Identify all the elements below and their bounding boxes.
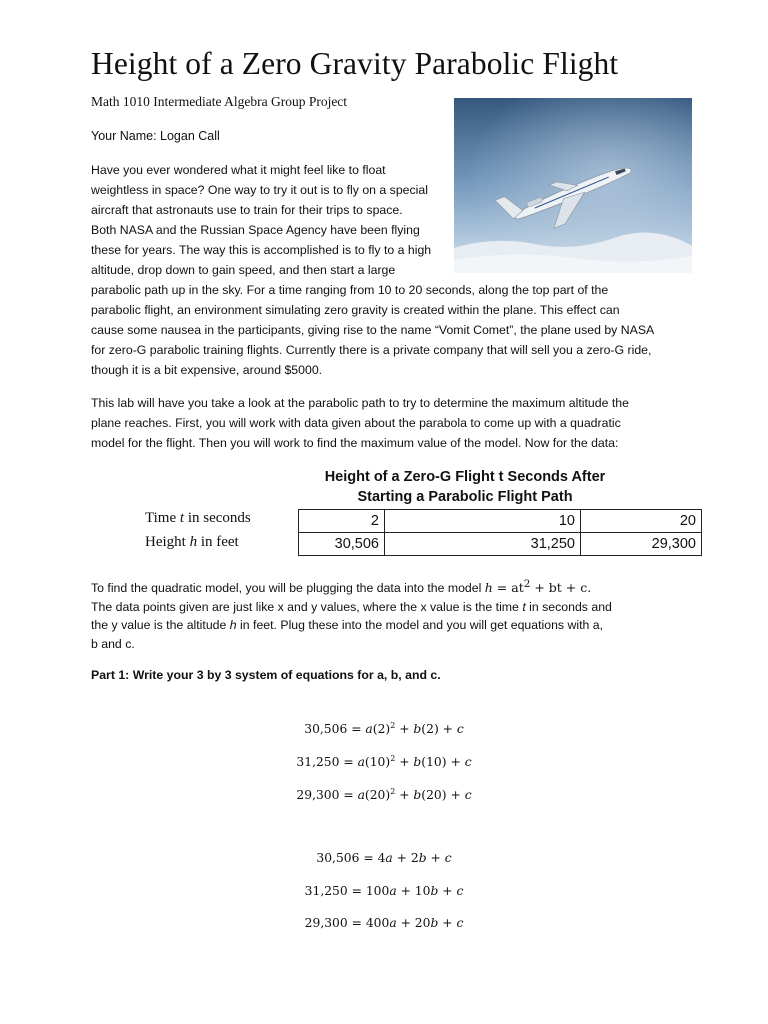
intro-line: though it is a bit expensive, around $5000. [91,363,323,377]
row-label-height [145,534,239,551]
intro-paragraph-continued [91,280,691,380]
student-name: Your Name: Logan Call [91,129,220,143]
model-line [91,575,701,598]
model-line [91,598,701,617]
intro-paragraph [91,160,451,280]
equation-line: 30,506 = 4a + 2b + c [316,851,452,865]
eq-lhs: 31,250 [296,755,340,770]
model-text: The data points given are just like x and y values, where the x value is the time [91,599,523,614]
model-text: the y value is the altitude [91,618,230,633]
row-label-var: t [179,510,185,526]
table-caption [300,467,630,507]
eq-x: 20 [426,788,442,803]
equation-line: $31,250 = a(10)^2 + b(10) + c$ [296,754,472,770]
table-cell: 2 [299,510,385,533]
intro-line: cause some nausea in the participants, giving rise to the name “Vomit Comet”, the plane used by NASA [91,323,655,337]
model-line [91,616,701,635]
table-cell: 31,250 [385,533,581,556]
eq-coef: 400 [365,916,390,930]
table-cell: 29,300 [581,533,702,556]
row-label-text: in feet [197,534,239,550]
formula-var: h [484,580,493,596]
data-table [298,509,702,556]
table-cell: 30,506 [299,533,385,556]
eq-lhs: 29,300 [296,788,340,803]
model-text: in feet. Plug these into the model and you will get equations with a, [236,618,604,633]
formula-exponent: 2 [523,578,531,590]
eq-coef: 4 [377,851,386,865]
intro-line: parabolic path up in the sky. For a time ranging from 10 to 20 seconds, along the top part of the [91,283,609,297]
table-cell: 10 [385,510,581,533]
intro-line: Have you ever wondered what it might feel like to float [91,163,386,177]
eq-lhs: 29,300 [304,916,348,930]
row-label-text: Time [145,510,180,526]
model-paragraph [91,575,701,653]
model-text: in seconds and [525,599,612,614]
table-caption-line: Height of a Zero-G Flight t Seconds After [324,469,606,485]
lab-line: model for the flight. Then you will work to find the maximum value of the model. Now for the data: [91,436,619,450]
intro-line: aircraft that astronauts use to train for their trips to space. [91,203,403,217]
formula-part: + bt + c. [530,580,592,596]
equation-line: $29,300 = a(20)^2 + b(20) + c$ [296,787,472,803]
model-var: t [522,599,526,614]
eq-lhs: 30,506 [316,851,360,865]
table-row [299,533,702,556]
lab-line: This lab will have you take a look at the parabolic path to try to determine the maximum altitude the [91,396,629,410]
lab-paragraph [91,393,691,453]
table-cell: 20 [581,510,702,533]
equation-line: 31,250 = 100a + 10b + c [304,884,464,898]
formula-part: = at [492,580,524,596]
eq-x: 10 [369,755,386,770]
equation-line: $30,506 = a(2)^2 + b(2) + c$ [304,721,464,737]
eq-coef: 100 [365,884,390,898]
eq-coef: 2 [410,851,419,865]
equation-line: 29,300 = 400a + 20b + c [304,916,464,930]
airplane-photo-icon [454,98,692,273]
table-caption-line: Starting a Parabolic Flight Path [357,489,573,505]
model-formula [485,580,591,595]
lab-line: plane reaches. First, you will work with data given about the parabola to come up with a quadratic [91,416,621,430]
eq-x: 2 [426,722,434,737]
intro-line: for zero-G parabolic training flights. Currently there is a private company that will sell you a zero-G ride, [91,343,652,357]
intro-line: these for years. The way this is accomplished is to fly to a high [91,243,432,257]
eq-coef: 20 [414,916,431,930]
row-label-time [145,510,251,527]
intro-line: altitude, drop down to gain speed, and then start a large [91,263,396,277]
intro-line: parabolic flight, an environment simulating zero gravity is created within the plane. This effect can [91,303,620,317]
row-label-text: Height [145,534,190,550]
eq-lhs: 31,250 [304,884,348,898]
eq-x: 2 [377,722,386,737]
table-row [299,510,702,533]
row-label-text: in seconds [184,510,251,526]
eq-coef: 10 [414,884,431,898]
model-text: To find the quadratic model, you will be plugging the data into the model [91,581,485,596]
course-subtitle: Math 1010 Intermediate Algebra Group Project [91,94,348,109]
part1-heading: Part 1: Write your 3 by 3 system of equations for a, b, and c. [91,668,441,682]
row-label-var: h [189,534,198,550]
model-var: h [229,618,237,633]
intro-line: weightless in space? One way to try it out is to fly on a special [91,183,428,197]
model-line: b and c. [91,636,135,651]
eq-lhs: 30,506 [304,722,348,737]
eq-x: 20 [369,788,386,803]
intro-line: Both NASA and the Russian Space Agency have been flying [91,223,420,237]
eq-x: 10 [426,755,442,770]
page-title: Height of a Zero Gravity Parabolic Flight [91,46,619,81]
